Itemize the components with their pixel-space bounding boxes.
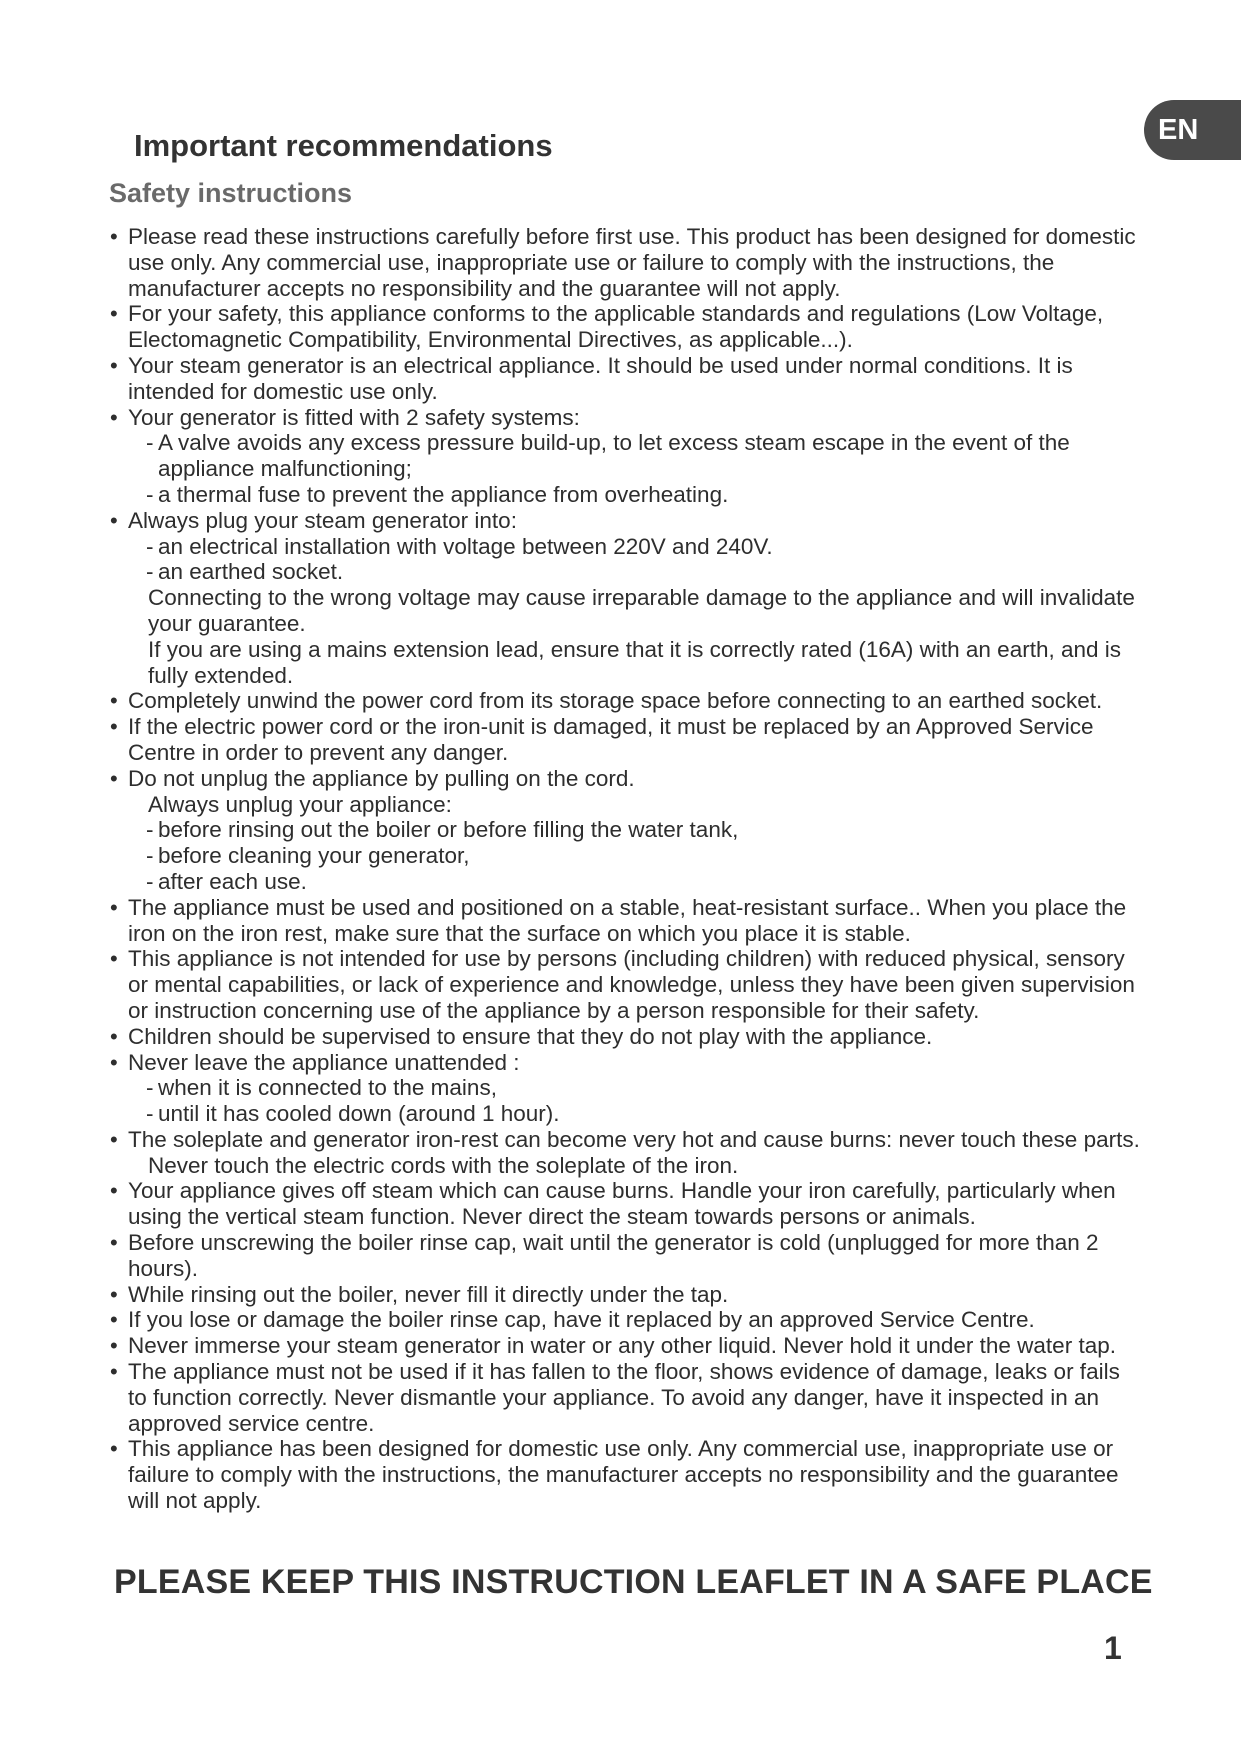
sub-item: - when it is connected to the mains, <box>128 1075 1142 1101</box>
safety-instructions-list <box>110 224 1142 1514</box>
list-item <box>110 1282 1142 1308</box>
continuation-text: If you are using a mains extension lead, ensure that it is correctly rated (16A) with an earth, and is fully extended. <box>148 636 1122 688</box>
list-item-text: Completely unwind the power cord from its storage space before connecting to an earthed socket. <box>128 688 1103 714</box>
sub-item-text: until it has cooled down (around 1 hour). <box>158 1101 560 1127</box>
list-item <box>110 1024 1142 1050</box>
continuation-text: Connecting to the wrong voltage may cause irreparable damage to the appliance and will invalidate your guarantee. <box>148 585 1135 636</box>
list-item-text: The appliance must be used and positioned on a stable, heat-resistant surface.. When you place the iron on the iron rest, make sure that the surface on which you place it is stable. <box>128 894 1127 946</box>
list-item-text: Your steam generator is an electrical appliance. It should be used under normal conditions. It is intended for domestic use only. <box>128 352 1073 404</box>
sub-item-text: A valve avoids any excess pressure build-up, to let excess steam escape in the event of the appliance malfunctioning; <box>158 430 1070 482</box>
page-title: Important recommendations <box>134 128 553 163</box>
list-item-text: Please read these instructions carefully before first use. This product has been designed for domestic use only. Any commercial use, inappropriate use or failure to comply with the instructions, the manufacturer accepts no responsibility and the guarantee will not apply. <box>128 224 1136 301</box>
list-item-text: Do not unplug the appliance by pulling on the cord. <box>128 765 635 791</box>
list-item-text: The appliance must not be used if it has fallen to the floor, shows evidence of damage, leaks or fails to function correctly. Never dismantle your appliance. To avoid any danger, have it inspected in an approved service centre. <box>128 1359 1120 1436</box>
sub-item-text: an electrical installation with voltage between 220V and 240V. <box>158 533 773 559</box>
list-item <box>110 1050 1142 1127</box>
list-item <box>110 946 1142 1023</box>
sub-item: - an earthed socket. <box>128 559 1142 585</box>
list-item <box>110 301 1142 353</box>
list-item-text: If you lose or damage the boiler rinse cap, have it replaced by an approved Service Centre. <box>128 1307 1035 1333</box>
list-item <box>110 1307 1142 1333</box>
continuation-text: Never touch the electric cords with the soleplate of the iron. <box>148 1152 739 1178</box>
list-item <box>110 353 1142 405</box>
list-item-text: This appliance has been designed for domestic use only. Any commercial use, inappropriate use or failure to comply with the instructions, the manufacturer accepts no responsibility and the guarantee will not apply. <box>128 1436 1119 1514</box>
list-item <box>110 1436 1142 1513</box>
list-item <box>110 766 1142 895</box>
list-item-text: Children should be supervised to ensure that they do not play with the appliance. <box>128 1023 933 1049</box>
list-item-text: This appliance is not intended for use by persons (including children) with reduced physical, sensory or mental capabilities, or lack of experience and knowledge, unless they have been given supervision or instruction concerning use of the appliance by a person responsible for their safety. <box>128 946 1135 1023</box>
list-item-text: Before unscrewing the boiler rinse cap, wait until the generator is cold (unplugged for more than 2 hours). <box>128 1230 1099 1281</box>
page-number: 1 <box>1104 1630 1122 1666</box>
list-item <box>110 1178 1142 1230</box>
list-item <box>110 1230 1142 1282</box>
list-item-text: Never immerse your steam generator in water or any other liquid. Never hold it under the water tap. <box>128 1333 1116 1359</box>
list-item <box>110 1127 1142 1179</box>
sub-item: - until it has cooled down (around 1 hour). <box>128 1101 1142 1127</box>
sub-item-text: an earthed socket. <box>158 559 344 585</box>
list-item-text: The soleplate and generator iron-rest can become very hot and cause burns: never touch these parts. <box>128 1126 1140 1152</box>
sub-item: - an electrical installation with voltage between 220V and 240V. <box>128 534 1142 560</box>
sub-item: - before cleaning your generator, <box>128 843 1142 869</box>
list-item-text: Your generator is fitted with 2 safety systems: <box>128 404 580 430</box>
list-item-text: Always plug your steam generator into: <box>128 507 517 533</box>
sub-item-text: after each use. <box>158 868 307 894</box>
list-item <box>110 1333 1142 1359</box>
footer-banner: PLEASE KEEP THIS INSTRUCTION LEAFLET IN A SAFE PLACE <box>114 1563 1153 1601</box>
sub-item-text: before cleaning your generator, <box>158 843 470 869</box>
sub-item: - before rinsing out the boiler or before filling the water tank, <box>128 817 1142 843</box>
sub-item-text: when it is connected to the mains, <box>158 1075 497 1101</box>
list-item-text: Your appliance gives off steam which can cause burns. Handle your iron carefully, particularly when using the vertical steam function. Never direct the steam towards persons or animals. <box>128 1178 1116 1230</box>
language-tab: EN <box>1144 100 1241 160</box>
list-item-lead: Always unplug your appliance: <box>148 791 452 817</box>
list-item <box>110 508 1142 689</box>
list-item <box>110 688 1142 714</box>
sub-item: - after each use. <box>128 869 1142 895</box>
sub-item: - a thermal fuse to prevent the appliance from overheating. <box>128 482 1142 508</box>
list-item-text: Never leave the appliance unattended : <box>128 1049 520 1075</box>
list-item <box>110 895 1142 947</box>
list-item <box>110 1359 1142 1436</box>
list-item-text: For your safety, this appliance conforms to the applicable standards and regulations (Low Voltage, Electomagnetic Compatibility, Environmental Directives, as applicable...). <box>128 301 1104 353</box>
sub-item-text: before rinsing out the boiler or before filling the water tank, <box>158 817 739 843</box>
list-item <box>110 405 1142 508</box>
list-item <box>110 224 1142 301</box>
section-title: Safety instructions <box>109 178 353 208</box>
sub-item-text: a thermal fuse to prevent the appliance from overheating. <box>158 481 729 507</box>
list-item <box>110 714 1142 766</box>
list-item-text: If the electric power cord or the iron-unit is damaged, it must be replaced by an Approved Service Centre in order to prevent any danger. <box>128 714 1094 765</box>
sub-item: - A valve avoids any excess pressure build-up, to let excess steam escape in the event of the appliance malfunctioning; <box>128 430 1142 482</box>
list-item-text: While rinsing out the boiler, never fill it directly under the tap. <box>128 1281 729 1307</box>
